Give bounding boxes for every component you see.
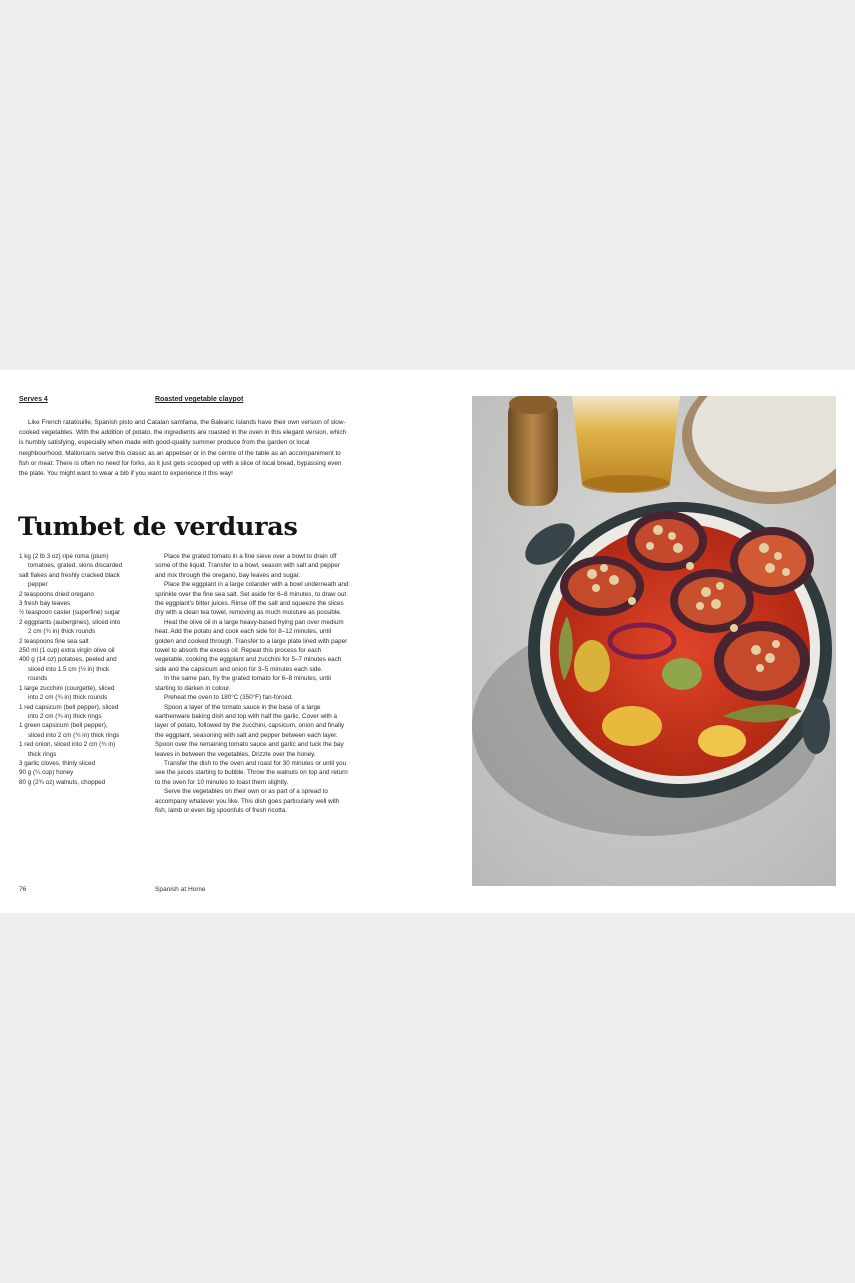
- ingredient-item: 3 fresh bay leaves: [19, 600, 71, 608]
- page-number: 76: [19, 886, 27, 893]
- ingredient-item: 80 g (2¾ oz) walnuts, chopped: [19, 778, 106, 786]
- glass-base: [582, 475, 670, 493]
- dish-photo: [472, 396, 836, 886]
- method-step: Spoon a layer of the tomato sauce in the base of a large earthenware baking dish and top with half the garlic. Cover with a layer of potato, followed by the zucchini, capsicum, onion and finally the eggplant, seasoning with salt and pepper between each layer. Spoon over the remaining tomato sauce and garlic and tuck the bay leaves in between the vegetables. Drizzle over the honey.: [155, 703, 345, 758]
- potato-slice: [574, 640, 610, 692]
- eggplant-flesh: [724, 631, 800, 691]
- book-title: Spanish at Home: [155, 886, 206, 893]
- ingredient-item: 2 teaspoons dried oregano: [19, 590, 94, 598]
- method-step: Serve the vegetables on their own or as part of a spread to accompany whatever you like. This dish goes particularly well with fish, lamb or even big spoonfuls of fresh ricotta.: [155, 788, 340, 814]
- ingredient-item: 250 ml (1 cup) extra virgin olive oil: [19, 647, 115, 655]
- method-step: Heat the olive oil in a large heavy-based frying pan over medium heat. Add the potato and cook each side for 8–12 minutes, until golden and cooked through. Transfer to a large plate lined with paper towel to absorb the excess oil. Repeat this process for each vegetable, cooking the eggplant and zucchini for 5–7 minutes each side and the capsicum and onion for 3–5 minutes each side.: [155, 618, 348, 673]
- intro-paragraph: Like French ratatouille, Spanish pisto and Catalan samfaina, the Balearic Islands have their own version of slow-cooked vegetables. With the addition of potato, the ingredients are roasted in the oven in this elegant version, which is humbly satisfying, especially when made with good-quality summer produce from the garden or local neighbourhood. Mallorcans serve this classic as an appetiser or in the centre of the table as an accompaniment to fish or meat. There is often no need for forks, as it just gets scooped up with a slice of local bread, bypassing even the plate. You might want to wear a bib if you want to experience it this way!: [19, 419, 347, 478]
- ingredient-item: 1 red capsicum (bell pepper), sliced into 2 cm (¾ in) thick rings: [19, 703, 119, 720]
- book-spread: [0, 370, 855, 913]
- method-step: Preheat the oven to 180°C (350°F) fan-forced.: [164, 694, 293, 702]
- ingredient-item: 400 g (14 oz) potatoes, peeled and sliced into 1.5 cm (½ in) thick rounds: [19, 656, 117, 683]
- ingredient-item: 90 g (¼ cup) honey: [19, 769, 74, 777]
- method-step: Transfer the dish to the oven and roast for 30 minutes or until you see the juices starting to bubble. Throw the walnuts on top and return to the oven for 10 minutes to toast them slightly.: [155, 759, 348, 786]
- ingredient-item: 1 kg (2 lb 3 oz) ripe roma (plum) tomatoes, grated, skins discarded: [19, 553, 123, 570]
- method-step: In the same pan, fry the grated tomato for 6–8 minutes, until starting to darken in colour.: [155, 675, 331, 692]
- potato-slice: [602, 706, 662, 746]
- ingredient-item: 1 large zucchini (courgette), sliced into 2 cm (¾ in) thick rounds: [19, 684, 115, 702]
- method-text: [155, 552, 350, 815]
- ingredient-item: ½ teaspoon caster (superfine) sugar: [19, 609, 121, 617]
- potato-slice: [698, 725, 746, 757]
- eggplant-flesh: [635, 519, 699, 563]
- zucchini-slice: [662, 658, 702, 690]
- recipe-subtitle: Roasted vegetable claypot: [155, 396, 244, 403]
- ingredient-item: 3 garlic cloves, thinly sliced: [19, 759, 95, 767]
- ingredient-item: 2 eggplants (aubergines), sliced into 2 cm (¾ in) thick rounds: [19, 618, 121, 636]
- ingredient-item: salt flakes and freshly cracked black pepper: [19, 571, 120, 589]
- ingredient-item: 1 red onion, sliced into 2 cm (¾ in) thick rings: [19, 741, 116, 758]
- method-step: Place the grated tomato in a fine sieve over a bowl to drain off some of the liquid. Transfer to a bowl, season with salt and pepper and mix through the oregano, bay leaves and sugar.: [155, 553, 340, 579]
- serves-label: Serves 4: [19, 396, 48, 403]
- eggplant-flesh: [738, 535, 806, 587]
- method-step: Place the eggplant in a large colander with a bowl underneath and sprinkle over the fine sea salt. Set aside for 6–8 minutes, to draw out the eggplant's bitter juices. Rinse off the salt and squeeze the slices dry with a clean tea towel, removing as much moisture as possible.: [155, 581, 349, 617]
- ingredient-list: [19, 552, 124, 787]
- ingredient-item: 1 green capsicum (bell pepper), sliced into 2 cm (¾ in) thick rings: [19, 722, 120, 739]
- dish-title: Tumbet de verduras: [18, 512, 298, 542]
- ingredient-item: 2 teaspoons fine sea salt: [19, 637, 89, 645]
